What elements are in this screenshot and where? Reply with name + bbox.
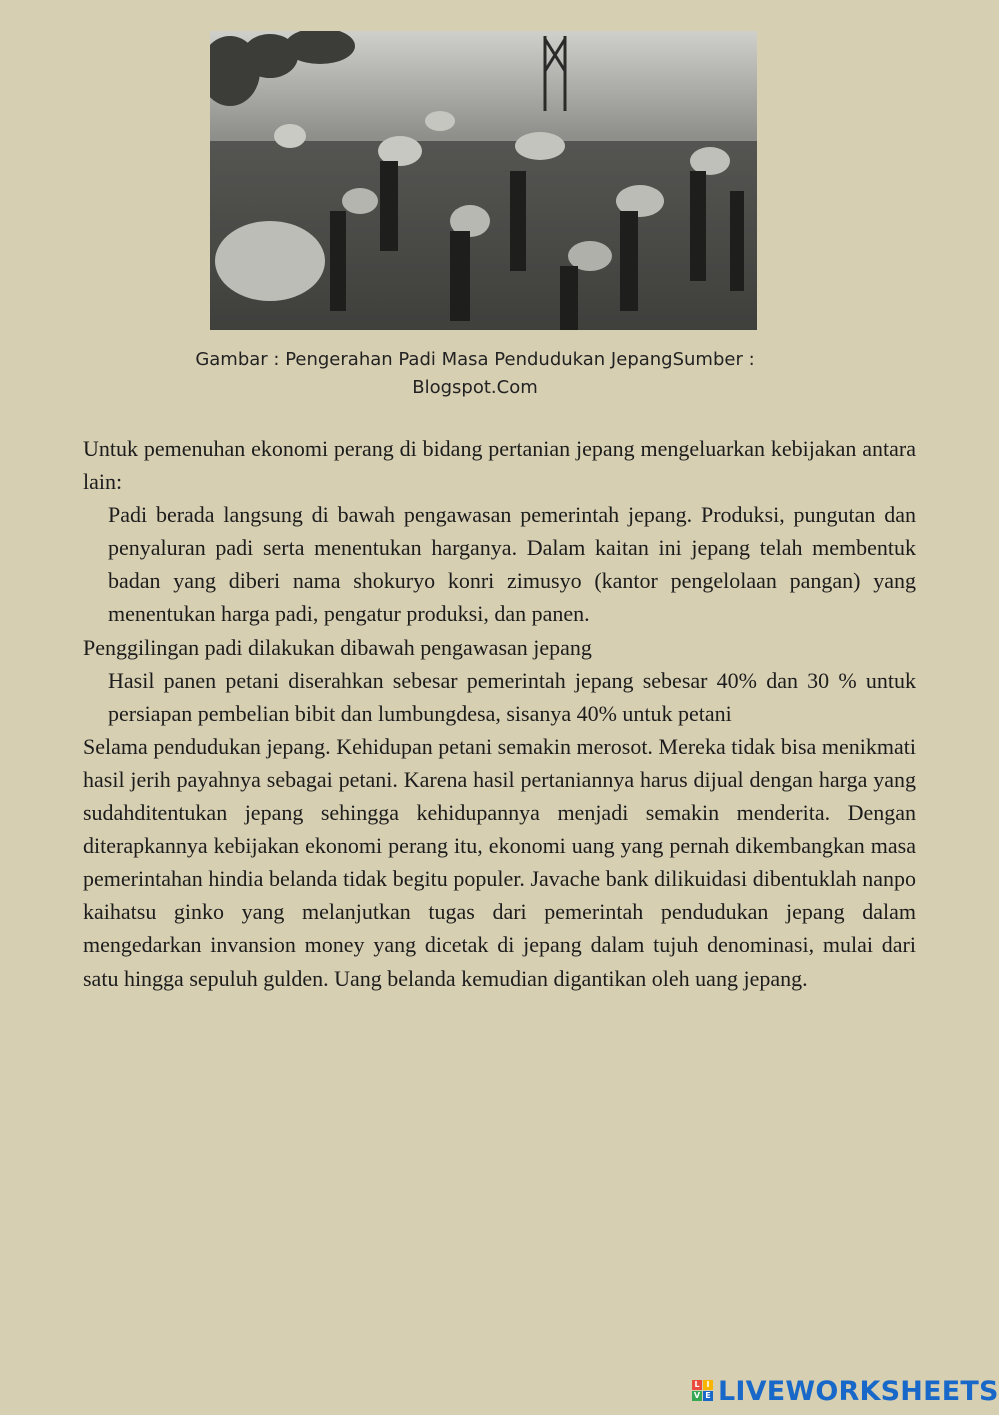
intro-paragraph: Untuk pemenuhan ekonomi perang di bidang pertanian jepang mengeluarkan kebijakan antara lain: <box>83 436 916 495</box>
caption-line-1: Gambar : Pengerahan Padi Masa Pendudukan JepangSumber : <box>195 349 755 370</box>
logo-mark-letter: E <box>703 1391 713 1401</box>
figure-caption <box>150 346 800 402</box>
caption-line-2: Blogspot.Com <box>412 377 538 398</box>
policy-item-3: Hasil panen petani diserahkan sebesar pemerintah jepang sebesar 40% dan 30 % untuk persiapan pembelian bibit dan lumbungdesa, sisanya 40% untuk petani <box>108 667 916 726</box>
logo-text: LIVEWORKSHEETS <box>718 1375 999 1407</box>
historical-photo <box>210 31 757 330</box>
logo-mark-letter: I <box>703 1380 713 1390</box>
policy-item-1: Padi berada langsung di bawah pengawasan pemerintah jepang. Produksi, pungutan dan penyaluran padi serta menentukan harganya. Dalam kaitan ini jepang telah membentuk badan yang diberi nama shokuryo konri zimusyo (kantor pengelolaan pangan) yang menentukan harga padi, pengatur produksi, dan panen. <box>108 502 916 627</box>
crowd <box>210 111 757 330</box>
rice-porters-photo-illustration <box>210 31 757 330</box>
logo-mark-letter: V <box>693 1391 701 1400</box>
logo-mark-icon <box>692 1380 714 1402</box>
liveworksheets-logo <box>692 1376 999 1406</box>
closing-paragraph: Selama pendudukan jepang. Kehidupan petani semakin merosot. Mereka tidak bisa menikmati hasil jerih payahnya sebagai petani. Karena hasil pertaniannya harus dijual dengan harga yang sudahditentukan jepang sehingga kehidupannya menjadi semakin menderita. Dengan diterapkannya kebijakan ekonomi perang itu, ekonomi uang yang pernah dikembangkan masa pemerintahan hindia belanda tidak begitu populer. Javache bank dilikuidasi dibentuklah nanpo kaihatsu ginko yang melanjutkan tugas dari pemerintah pendudukan jepang dalam mengedarkan invansion money yang dicetak di jepang dalam tujuh denominasi, mulai dari satu hingga sepuluh gulden. Uang belanda kemudian digantikan oleh uang jepang. <box>83 733 916 991</box>
logo-mark-letter: L <box>692 1380 702 1390</box>
article-body <box>83 432 916 995</box>
policy-item-2: Penggilingan padi dilakukan dibawah pengawasan jepang <box>83 634 592 660</box>
